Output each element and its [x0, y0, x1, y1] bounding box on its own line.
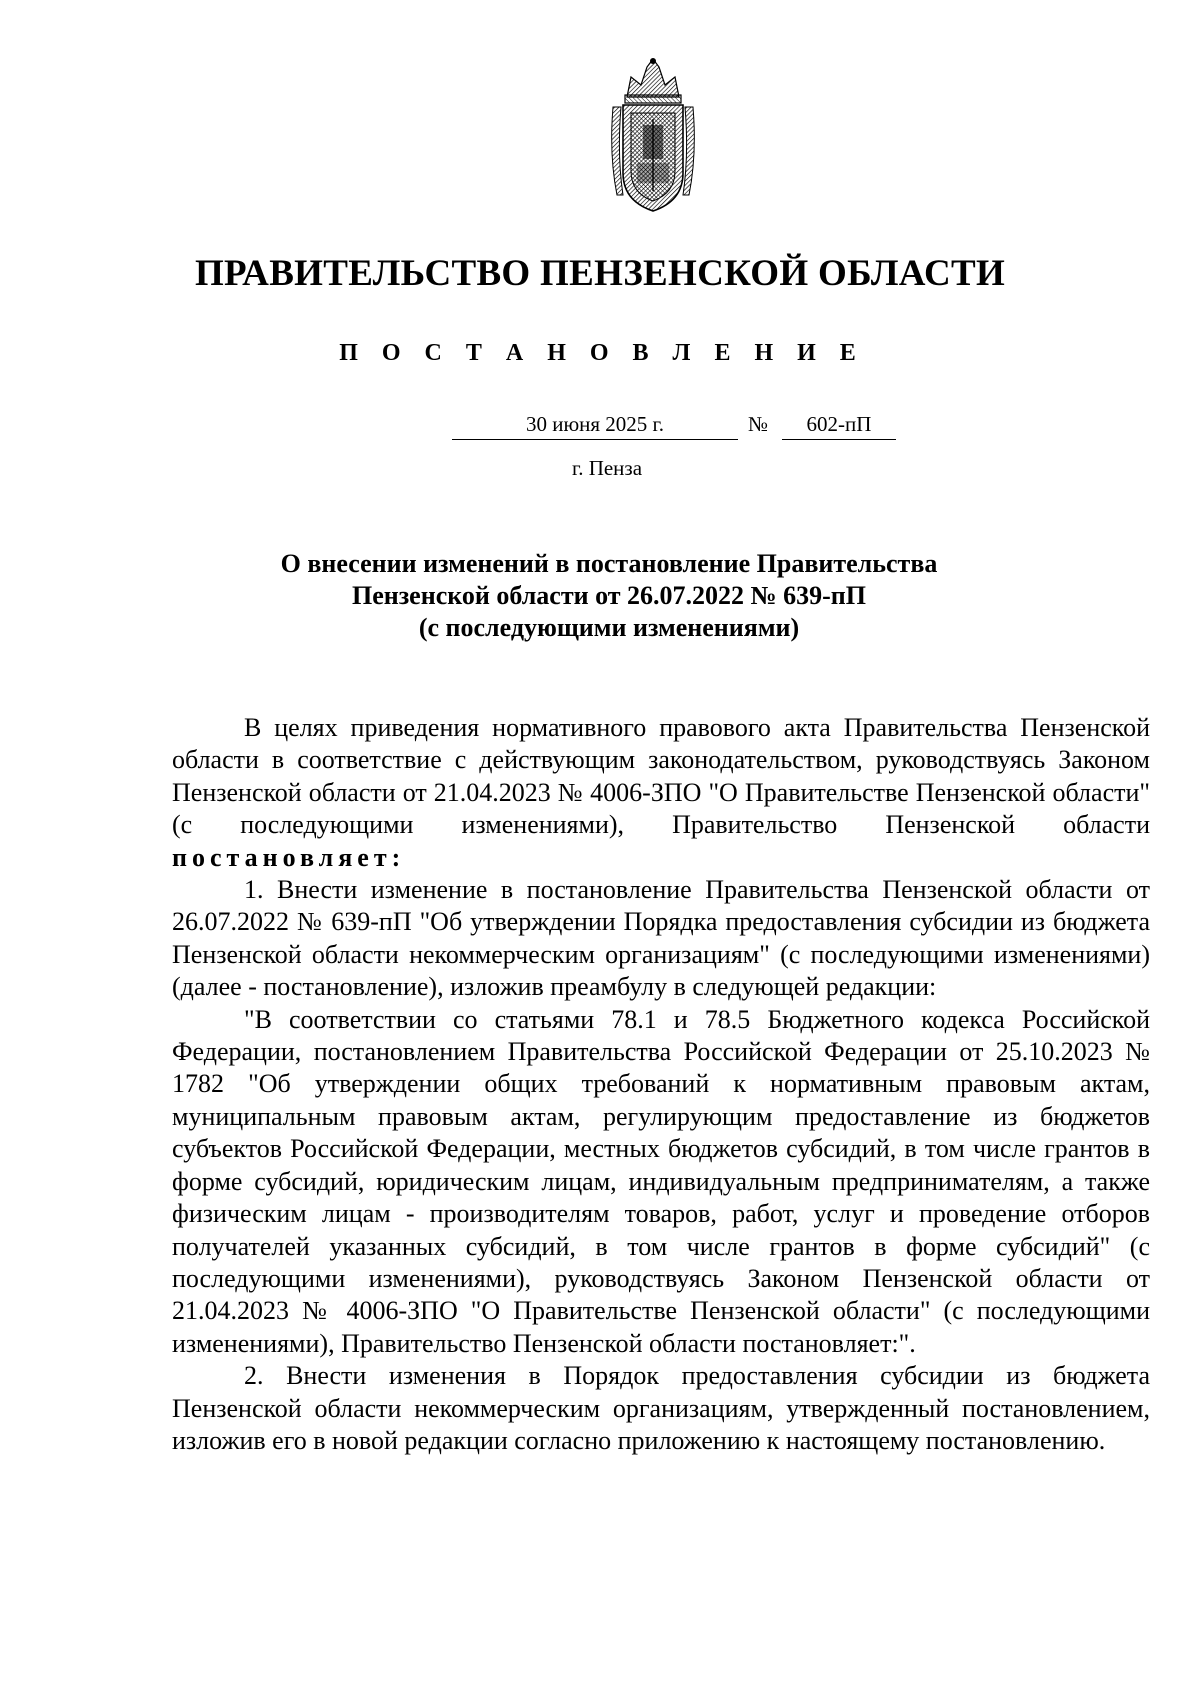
item-1-paragraph: 1. Внести изменение в постановление Правительства Пензенской области от 26.07.2022 № 639-пП "Об утверждении Порядка предоставления субсидии из бюджета Пензенской области некоммерческим организациям" (с последующими изменениями) (далее - постановление), изложив преамбулу в следующей редакции:	[172, 875, 1150, 1002]
item-2-paragraph: 2. Внести изменения в Порядок предоставления субсидии из бюджета Пензенской области некоммерческим организациям, утвержденный постановлением, изложив его в новой редакции согласно приложению к настоящему постановлению.	[172, 1361, 1150, 1455]
item-1-quote-paragraph: "В соответствии со статьями 78.1 и 78.5 Бюджетного кодекса Российской Федерации, постановлением Правительства Российской Федерации от 25.10.2023 № 1782 "Об утверждении общих требований к нормативным правовым актам, муниципальным правовым актам, регулирующим предоставление из бюджетов субъектов Российской Федерации, местных бюджетов субсидий, в том числе грантов в форме субсидий, юридическим лицам, индивидуальным предпринимателям, а также физическим лицам - производителям товаров, работ, услуг и проведение отборов получателей указанных субсидий, в том числе грантов в форме субсидий" (с последующими изменениями), руководствуясь Законом Пензенской области от 21.04.2023 № 4006-ЗПО "О Правительстве Пензенской области" (с последующими изменениями), Правительство Пензенской области постановляет:".	[172, 1004, 1150, 1358]
preamble-text: В целях приведения нормативного правового акта Правительства Пензенской области в соответствие с действующим законодательством, руководствуясь Законом Пензенской области от 21.04.2023 № 4006-ЗПО "О Правительстве Пензенской области" (с последующими изменениями), Правительство Пензенской области	[172, 713, 1150, 840]
decree-subject	[0, 548, 1200, 644]
subject-line-2: Пензенской области от 26.07.2022 № 639-пП	[351, 581, 867, 610]
issue-city: г. Пенза	[571, 456, 643, 480]
decree-date: 30 июня 2025 г.	[452, 412, 738, 440]
document-type-heading: П О С Т А Н О В Л Е Н И Е	[339, 340, 865, 366]
decree-number: 602-пП	[782, 412, 896, 440]
decree-resolves-word: постановляет:	[172, 842, 406, 872]
government-title: ПРАВИТЕЛЬСТВО ПЕНЗЕНСКОЙ ОБЛАСТИ	[194, 253, 1006, 294]
date-number-row	[0, 412, 1200, 446]
subject-line-3: (с последующими изменениями)	[418, 613, 800, 642]
number-sign: №	[748, 412, 769, 436]
preamble-paragraph	[172, 712, 1150, 874]
subject-line-1: О внесении изменений в постановление Правительства	[280, 549, 938, 578]
penza-region-coat-of-arms-icon	[607, 55, 699, 215]
decree-body	[172, 712, 1150, 1457]
